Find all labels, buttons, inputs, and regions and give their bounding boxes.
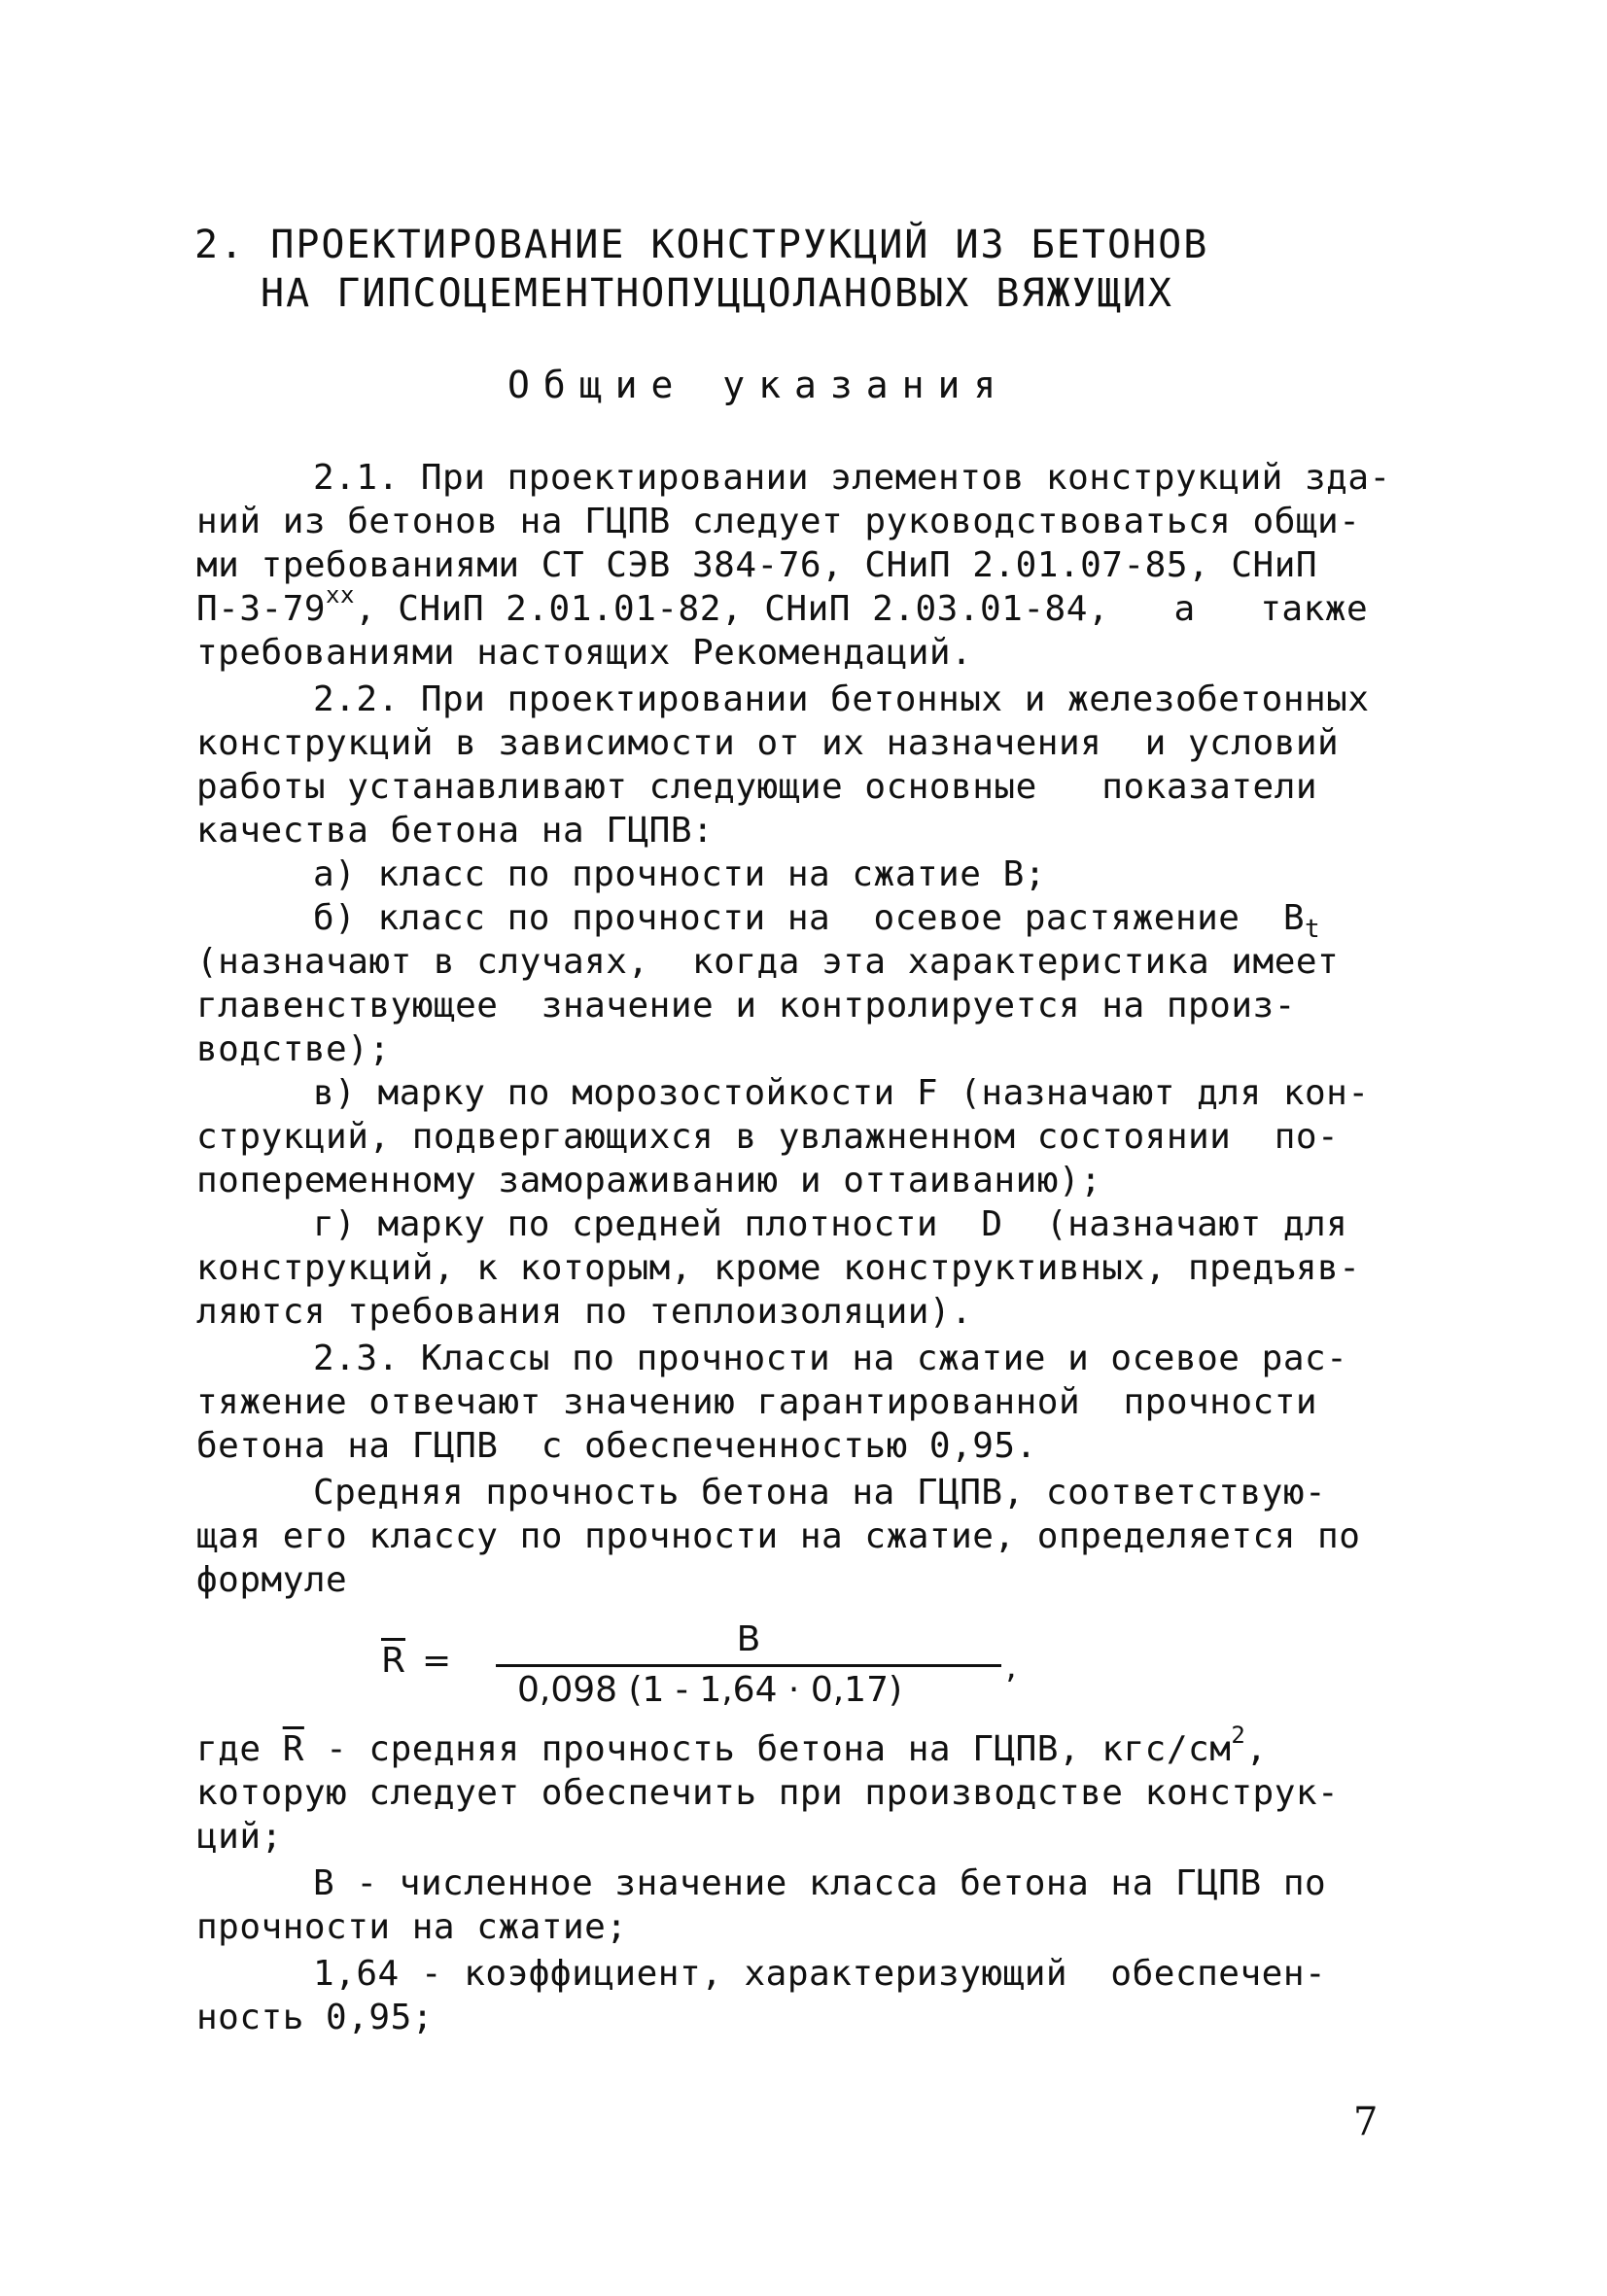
list-item-b-line-2: (назначают в случаях, когда эта характеристика имеет bbox=[196, 942, 1340, 982]
paragraph-2-1-line-2: ний из бетонов на ГЦПВ следует руководствоваться общи- bbox=[196, 502, 1361, 541]
paragraph-2-3-line-3: бетона на ГЦПВ с обеспеченностью 0,95. bbox=[196, 1426, 1037, 1466]
list-item-b-text: б) класс по прочности на осевое растяжение В bbox=[313, 898, 1305, 938]
paragraph-2-2-line-3: работы устанавливают следующие основные показатели bbox=[196, 767, 1318, 807]
subsection-heading: Общие указания bbox=[507, 364, 1010, 406]
formula-fraction-bar bbox=[496, 1664, 1001, 1667]
list-item-g-line-3: ляются требования по теплоизоляции). bbox=[196, 1292, 973, 1332]
paragraph-2-1-line-3: ми требованиями СТ СЭВ 384-76, СНиП 2.01.07-85, СНиП bbox=[196, 545, 1318, 585]
formula-trailing-comma: ’ bbox=[1005, 1668, 1017, 1708]
definition-b-line-1: В - численное значение класса бетона на ГЦПВ по bbox=[313, 1863, 1327, 1903]
formula-denominator: 0,098 (1 - 1,64 · 0,17) bbox=[517, 1670, 903, 1710]
paragraph-mean-line-1: Средняя прочность бетона на ГЦПВ, соответствую- bbox=[313, 1473, 1327, 1513]
formula-equals: = bbox=[422, 1641, 452, 1681]
section-heading-line-2: НА ГИПСОЦЕМЕНТНОПУЦЦОЛАНОВЫХ ВЯЖУЩИХ bbox=[261, 271, 1173, 316]
r-bar-symbol: $\overline{R}$ bbox=[282, 1729, 304, 1769]
paragraph-2-1-line-4 bbox=[196, 581, 1369, 631]
definition-b-line-2: прочности на сжатие; bbox=[196, 1907, 628, 1947]
list-item-v-line-1: в) марку по морозостойкости F (назначают для кон- bbox=[313, 1073, 1370, 1113]
where-word: где bbox=[196, 1729, 283, 1769]
list-item-g-line-2: конструкций, к которым, кроме конструктивных, предъяв- bbox=[196, 1248, 1361, 1288]
list-item-b-line-4: водстве); bbox=[196, 1029, 391, 1069]
definition-r-line-3: ций; bbox=[196, 1817, 283, 1857]
superscript-2: 2 bbox=[1231, 1722, 1246, 1749]
page-number: 7 bbox=[1353, 2100, 1379, 2144]
paragraph-2-2-line-2: конструкций в зависимости от их назначения и условий bbox=[196, 723, 1340, 763]
paragraph-2-1-line-1: 2.1. При проектировании элементов конструкций зда- bbox=[313, 458, 1391, 498]
snip-ref: П-3-79 bbox=[196, 589, 327, 629]
list-item-v-line-3: попеременному замораживанию и оттаиванию); bbox=[196, 1161, 1102, 1200]
definition-coef-line-1: 1,64 - коэффициент, характеризующий обеспечен- bbox=[313, 1954, 1327, 1994]
paragraph-2-1-line-5: требованиями настоящих Рекомендаций. bbox=[196, 633, 973, 673]
list-item-a: а) класс по прочности на сжатие В; bbox=[313, 854, 1046, 894]
definition-r-comma: , bbox=[1245, 1729, 1268, 1769]
paragraph-2-3-line-2: тяжение отвечают значению гарантированной прочности bbox=[196, 1382, 1318, 1422]
list-item-b-line-3: главенствующее значение и контролируется на произ- bbox=[196, 986, 1296, 1026]
formula-numerator: В bbox=[736, 1619, 761, 1659]
superscript-xx: хх bbox=[326, 581, 355, 609]
snip-refs-rest: , СНиП 2.01.01-82, СНиП 2.03.01-84, а также bbox=[354, 589, 1369, 629]
section-heading-line-1: 2. ПРОЕКТИРОВАНИЕ КОНСТРУКЦИЙ ИЗ БЕТОНОВ bbox=[194, 223, 1209, 267]
definition-coef-line-2: ность 0,95; bbox=[196, 1998, 434, 2037]
paragraph-2-3-line-1: 2.3. Классы по прочности на сжатие и осевое рас- bbox=[313, 1339, 1348, 1378]
paragraph-mean-line-2: щая его классу по прочности на сжатие, определяется по bbox=[196, 1516, 1361, 1556]
definition-r-line-2: которую следует обеспечить при производстве конструк- bbox=[196, 1773, 1340, 1813]
formula-lhs-r-bar: $\overline{R}$ bbox=[381, 1641, 406, 1681]
list-item-b-line-1 bbox=[313, 897, 1321, 944]
paragraph-2-2-line-1: 2.2. При проектировании бетонных и железобетонных bbox=[313, 679, 1370, 719]
paragraph-2-2-line-4: качества бетона на ГЦПВ: bbox=[196, 811, 715, 851]
list-item-g-line-1: г) марку по средней плотности D (назначают для bbox=[313, 1204, 1348, 1244]
paragraph-mean-line-3: формуле bbox=[196, 1560, 348, 1600]
definition-r-text: - средняя прочность бетона на ГЦПВ, кгс/см bbox=[303, 1729, 1232, 1769]
definition-r-line-1 bbox=[196, 1722, 1268, 1771]
subscript-t: t bbox=[1305, 915, 1321, 944]
list-item-v-line-2: струкций, подвергающихся в увлажненном состоянии по- bbox=[196, 1117, 1340, 1157]
